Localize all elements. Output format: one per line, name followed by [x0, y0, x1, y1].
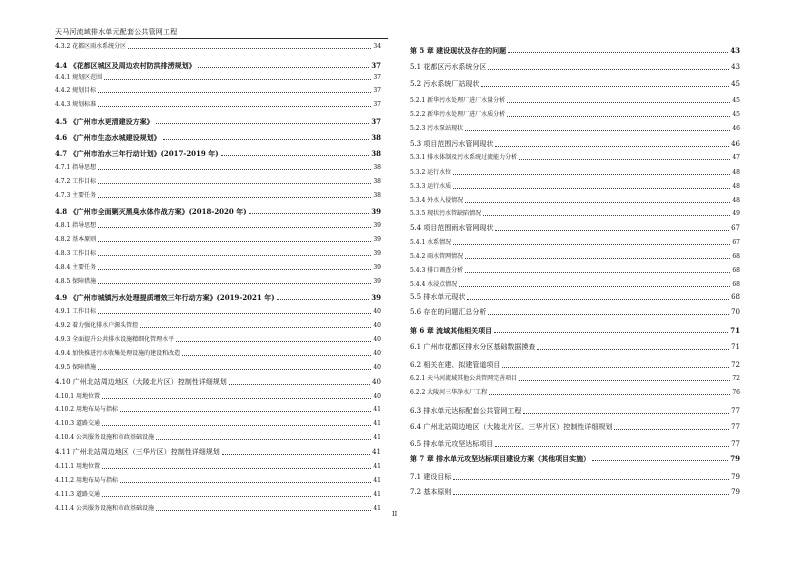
toc-entry[interactable] [55, 193, 381, 199]
toc-entry-page: 45 [731, 80, 740, 88]
toc-entry-title: 4.9.3 全面提升公共排水设施精细化管理水平 [55, 336, 175, 343]
toc-entry-page: 38 [373, 178, 381, 185]
dot-leader [102, 468, 371, 469]
dot-leader [488, 314, 729, 315]
toc-entry-title: 7.2 基本原则 [410, 488, 452, 496]
toc-entry[interactable] [410, 282, 740, 288]
toc-entry-title: 4.9.4 加快推进污水收集处理设施的建设和改造 [55, 350, 181, 357]
toc-entry-page: 40 [373, 322, 381, 329]
dot-leader [494, 332, 728, 333]
toc-entry-page: 39 [373, 264, 381, 271]
toc-entry[interactable] [55, 421, 381, 427]
dot-leader [465, 272, 730, 273]
toc-entry-title: 4.8.1 指导思想 [55, 222, 97, 229]
toc-entry[interactable] [55, 179, 381, 185]
toc-entry-page: 45 [732, 111, 740, 118]
toc-entry-title: 6.4 广州北站周边地区（大陵北片区、三华片区）控制性详细规划 [410, 423, 613, 431]
toc-entry[interactable] [410, 184, 740, 190]
dot-leader [102, 425, 371, 426]
toc-entry[interactable] [55, 394, 381, 400]
toc-entry-title: 4.11.1 用地位置 [55, 463, 100, 470]
toc-entry[interactable] [55, 294, 381, 301]
toc-entry-page: 72 [732, 375, 740, 382]
toc-entry-title: 4.10.2 用地布局与指标 [55, 406, 118, 413]
toc-entry-page: 68 [731, 293, 740, 301]
toc-entry[interactable] [410, 240, 740, 246]
toc-entry-title: 4.8.2 基本原则 [55, 236, 97, 243]
toc-entry-page: 48 [732, 197, 740, 204]
toc-entry-page: 49 [732, 210, 740, 217]
toc-entry-page: 39 [371, 207, 381, 216]
toc-entry[interactable] [410, 344, 740, 351]
toc-entry-page: 71 [730, 326, 740, 335]
toc-entry-page: 41 [373, 505, 381, 512]
toc-entry-title: 4.7.2 工作目标 [55, 178, 97, 185]
dot-leader [128, 48, 371, 49]
toc-entry-page: 67 [732, 239, 740, 246]
toc-entry-title: 4.11.4 公共服务设施和市政基础设施 [55, 505, 154, 512]
toc-entry[interactable] [55, 449, 381, 456]
toc-entry-title: 4.10.3 道路交通 [55, 420, 100, 427]
dot-leader [465, 202, 730, 203]
toc-entry-page: 43 [730, 46, 740, 55]
dot-leader [156, 510, 371, 511]
toc-entry[interactable] [55, 251, 381, 257]
dot-leader [156, 123, 370, 124]
toc-entry-page: 39 [373, 250, 381, 257]
toc-entry[interactable] [55, 435, 381, 441]
toc-entry[interactable] [410, 362, 740, 369]
toc-entry-page: 40 [373, 350, 381, 357]
toc-entry[interactable] [55, 237, 381, 243]
toc-entry[interactable] [55, 118, 381, 125]
toc-entry-title: 4.7.3 主要任务 [55, 192, 97, 199]
toc-entry[interactable] [55, 62, 381, 69]
toc-entry[interactable] [55, 478, 381, 484]
toc-entry-title: 7.1 建设目标 [410, 473, 452, 481]
toc-entry[interactable] [410, 254, 740, 260]
dot-leader [102, 496, 371, 497]
toc-entry-title: 第 5 章 建设现状及存在的问题 [410, 46, 507, 55]
dot-leader [453, 244, 730, 245]
toc-entry-page: 40 [373, 336, 381, 343]
toc-entry-page: 38 [373, 164, 381, 171]
toc-entry-title: 4.10 广州北站周边地区（大陵北片区）控制性详细规划 [55, 378, 227, 386]
dot-leader [502, 367, 729, 368]
toc-entry-page: 38 [371, 133, 381, 142]
dot-leader [198, 67, 370, 68]
toc-entry-title: 5.4.3 排口调查分析 [410, 267, 464, 274]
toc-entry[interactable] [410, 170, 740, 176]
toc-entry-page: 37 [371, 117, 381, 126]
toc-entry-page: 68 [732, 281, 740, 288]
toc-entry[interactable] [55, 365, 381, 371]
toc-entry-title: 4.10.1 用地位置 [55, 393, 100, 400]
dot-leader [277, 299, 370, 300]
toc-entry-page: 39 [373, 222, 381, 229]
toc-entry-page: 38 [371, 149, 381, 158]
toc-entry-title: 第 6 章 流域其他相关项目 [410, 326, 493, 335]
toc-entry-title: 5.3 项目范围污水管网现状 [410, 140, 494, 148]
dot-leader [465, 130, 730, 131]
toc-entry-page: 41 [373, 420, 381, 427]
toc-entry-page: 40 [373, 364, 381, 371]
toc-entry[interactable] [410, 225, 740, 232]
toc-entry-title: 5.4.2 雨水管网情况 [410, 253, 464, 260]
toc-entry[interactable] [410, 211, 740, 217]
toc-entry[interactable] [410, 327, 740, 334]
toc-entry[interactable] [55, 75, 381, 81]
toc-entry[interactable] [410, 309, 740, 316]
dot-leader [453, 174, 730, 175]
dot-leader [140, 327, 371, 328]
dot-leader [507, 102, 730, 103]
dot-leader [229, 384, 370, 385]
dot-leader [453, 188, 730, 189]
toc-entry[interactable] [55, 150, 381, 157]
toc-entry-page: 79 [730, 454, 740, 463]
dot-leader [98, 169, 371, 170]
dot-leader [467, 299, 729, 300]
toc-entry-title: 4.9.1 工作目标 [55, 308, 97, 315]
toc-entry-title: 5.3.5 现状污水管缺陷情况 [410, 210, 482, 217]
toc-entry[interactable] [55, 506, 381, 512]
toc-entry-page: 43 [731, 63, 740, 71]
toc-entry-title: 5.1 花都区污水系统分区 [410, 63, 487, 71]
dot-leader [453, 494, 729, 495]
dot-leader [98, 227, 371, 228]
toc-entry-page: 67 [731, 224, 740, 232]
toc-entry-title: 4.8 《广州市全面剿灭黑臭水体作战方案》(2018-2020 年) [55, 207, 247, 216]
toc-entry-title: 4.5 《广州市水更清建设方案》 [55, 117, 154, 126]
dot-leader [483, 215, 730, 216]
toc-entry[interactable] [410, 408, 740, 415]
toc-entry[interactable] [55, 337, 381, 343]
dot-leader [98, 106, 371, 107]
toc-entry[interactable] [410, 376, 740, 382]
toc-entry[interactable] [55, 492, 381, 498]
toc-entry-page: 40 [373, 393, 381, 400]
dot-leader [489, 394, 730, 395]
toc-entry-title: 5.5 排水单元现状 [410, 293, 466, 301]
toc-entry-page: 37 [373, 74, 381, 81]
toc-entry-title: 4.9 《广州市城镇污水处理提质增效三年行动方案》(2019-2021 年) [55, 293, 275, 302]
toc-entry-title: 5.2.2 新华污水处理厂进厂水质分析 [410, 111, 506, 118]
toc-entry-page: 34 [373, 43, 381, 50]
toc-entry-title: 4.7 《广州市治水三年行动计划》(2017-2019 年) [55, 149, 219, 158]
toc-entry-page: 79 [731, 488, 740, 496]
toc-entry[interactable] [55, 102, 381, 108]
toc-entry[interactable] [55, 223, 381, 229]
toc-entry-page: 39 [373, 278, 381, 285]
toc-entry[interactable] [410, 294, 740, 301]
toc-entry-title: 5.3.1 排水体制及污水系统过流能力分析 [410, 154, 518, 161]
toc-entry-title: 5.3.2 运行水位 [410, 169, 452, 176]
toc-entry-title: 5.3.4 外水入侵情况 [410, 197, 464, 204]
toc-entry[interactable] [55, 88, 381, 94]
dot-leader [519, 380, 730, 381]
toc-entry-page: 48 [732, 183, 740, 190]
toc-entry-title: 第 7 章 排水单元攻坚达标项目建设方案（其他项目实施） [410, 454, 591, 463]
toc-entry-page: 47 [732, 154, 740, 161]
toc-entry-page: 77 [731, 407, 740, 415]
dot-leader [182, 355, 371, 356]
toc-entry-title: 4.11.2 用地布局与指标 [55, 477, 118, 484]
toc-entry-page: 70 [731, 308, 740, 316]
toc-entry[interactable] [55, 323, 381, 329]
toc-entry-page: 40 [373, 308, 381, 315]
header-rule [55, 38, 388, 39]
toc-entry[interactable] [410, 390, 740, 396]
dot-leader [120, 482, 371, 483]
dot-leader [537, 349, 729, 350]
toc-entry[interactable] [410, 424, 740, 431]
toc-entry-page: 39 [373, 236, 381, 243]
dot-leader [614, 429, 729, 430]
dot-leader [488, 69, 729, 70]
toc-entry-page: 37 [371, 61, 381, 70]
toc-entry[interactable] [410, 64, 740, 71]
toc-entry[interactable] [55, 351, 381, 357]
toc-entry-page: 41 [373, 463, 381, 470]
document-header: 天马河流域排水单元配套公共管网工程 [55, 28, 178, 36]
toc-entry-title: 4.4.2 规划目标 [55, 87, 97, 94]
toc-entry-title: 4.4.1 规划区范围 [55, 74, 103, 81]
dot-leader [519, 159, 730, 160]
toc-entry[interactable] [410, 268, 740, 274]
dot-leader [102, 398, 371, 399]
toc-entry[interactable] [55, 165, 381, 171]
toc-entry-page: 37 [373, 87, 381, 94]
toc-entry-page: 41 [373, 491, 381, 498]
toc-entry[interactable] [410, 112, 740, 118]
toc-entry-page: 41 [373, 406, 381, 413]
toc-entry-page: 68 [732, 267, 740, 274]
toc-entry[interactable] [55, 279, 381, 285]
toc-entry-title: 4.8.4 主要任务 [55, 264, 97, 271]
toc-entry-page: 45 [732, 97, 740, 104]
toc-entry-title: 5.6 存在的问题汇总分析 [410, 308, 487, 316]
toc-entry-page: 38 [373, 192, 381, 199]
toc-entry-page: 37 [373, 101, 381, 108]
dot-leader [495, 446, 729, 447]
toc-entry[interactable] [410, 455, 740, 462]
dot-leader [523, 413, 729, 414]
toc-entry-title: 6.5 排水单元攻坚达标项目 [410, 440, 494, 448]
toc-entry-page: 79 [731, 473, 740, 481]
toc-entry[interactable] [55, 309, 381, 315]
page-number: II [392, 510, 398, 518]
toc-entry[interactable] [410, 141, 740, 148]
toc-entry-page: 40 [372, 378, 381, 386]
toc-entry[interactable] [410, 81, 740, 88]
dot-leader [222, 454, 370, 455]
toc-entry-page: 39 [371, 293, 381, 302]
toc-entry-page: 48 [732, 169, 740, 176]
toc-entry-page: 46 [731, 140, 740, 148]
dot-leader [120, 411, 371, 412]
dot-leader [495, 146, 729, 147]
toc-entry-title: 5.4.1 水系情况 [410, 239, 452, 246]
toc-entry[interactable] [55, 134, 381, 141]
toc-entry[interactable] [55, 464, 381, 470]
dot-leader [465, 258, 730, 259]
dot-leader [104, 79, 371, 80]
toc-entry-title: 5.2.1 新华污水处理厂进厂水量分析 [410, 97, 506, 104]
dot-leader [98, 92, 371, 93]
toc-entry-title: 4.11 广州北站周边地区（三华片区）控制性详细规划 [55, 448, 220, 456]
dot-leader [98, 313, 371, 314]
toc-entry[interactable] [410, 155, 740, 161]
toc-entry-page: 41 [373, 477, 381, 484]
toc-entry-title: 4.9.2 着力强化排水户源头管控 [55, 322, 139, 329]
toc-entry-title: 6.2.2 大陵河三华净水厂工程 [410, 389, 488, 396]
toc-entry[interactable] [55, 379, 381, 386]
dot-leader [507, 116, 730, 117]
dot-leader [163, 139, 370, 140]
dot-leader [495, 230, 729, 231]
dot-leader [508, 52, 728, 53]
toc-entry-title: 6.1 广州市花都区排水分区基础数据摸查 [410, 343, 536, 351]
toc-entry-title: 5.2 污水系统厂站现状 [410, 80, 480, 88]
toc-entry-title: 6.2.1 天马河流域其他公共管网完善项目 [410, 375, 518, 382]
toc-entry-title: 4.4.3 规划标准 [55, 101, 97, 108]
toc-entry-page: 68 [732, 253, 740, 260]
toc-entry[interactable] [410, 489, 740, 496]
toc-entry-page: 41 [373, 434, 381, 441]
dot-leader [249, 213, 370, 214]
dot-leader [481, 86, 729, 87]
toc-entry[interactable] [55, 265, 381, 271]
toc-entry-title: 5.4 项目范围雨水管网现状 [410, 224, 494, 232]
dot-leader [221, 155, 370, 156]
toc-entry-title: 4.4 《花都区城区及周边农村防洪排涝规划》 [55, 61, 196, 70]
toc-entry-title: 5.2.3 污水泵站现状 [410, 125, 464, 132]
dot-leader [98, 369, 371, 370]
toc-entry[interactable] [410, 474, 740, 481]
toc-entry[interactable] [55, 407, 381, 413]
toc-entry-title: 6.3 排水单元达标配套公共管网工程 [410, 407, 522, 415]
toc-entry-title: 4.7.1 指导思想 [55, 164, 97, 171]
toc-entry-title: 4.8.3 工作目标 [55, 250, 97, 257]
toc-entry-page: 41 [372, 448, 381, 456]
toc-entry[interactable] [410, 126, 740, 132]
toc-entry-page: 77 [731, 440, 740, 448]
toc-entry-title: 4.8.5 保障措施 [55, 278, 97, 285]
toc-entry-title: 5.4.4 水浸点情况 [410, 281, 458, 288]
toc-entry-page: 71 [731, 343, 740, 351]
toc-entry-title: 4.10.4 公共服务设施和市政基础设施 [55, 434, 154, 441]
toc-entry[interactable] [410, 198, 740, 204]
dot-leader [459, 286, 730, 287]
toc-entry-title: 4.3.2 花都区雨水系统分区 [55, 43, 127, 50]
toc-entry-title: 5.3.3 运行水质 [410, 183, 452, 190]
dot-leader [592, 460, 728, 461]
dot-leader [98, 255, 371, 256]
toc-entry-title: 4.11.3 道路交通 [55, 491, 100, 498]
dot-leader [156, 439, 371, 440]
toc-entry[interactable] [55, 44, 381, 50]
toc-entry-page: 72 [731, 361, 740, 369]
toc-entry-title: 6.2 相关在建、拟建管道项目 [410, 361, 501, 369]
toc-entry-page: 77 [731, 423, 740, 431]
toc-entry-page: 76 [732, 389, 740, 396]
toc-entry[interactable] [55, 208, 381, 215]
dot-leader [453, 479, 729, 480]
toc-entry-title: 4.9.5 保障措施 [55, 364, 97, 371]
dot-leader [98, 283, 371, 284]
toc-entry[interactable] [410, 98, 740, 104]
toc-entry-page: 46 [732, 125, 740, 132]
dot-leader [98, 197, 371, 198]
dot-leader [98, 241, 371, 242]
dot-leader [98, 269, 371, 270]
dot-leader [176, 341, 371, 342]
dot-leader [98, 183, 371, 184]
toc-entry[interactable] [410, 47, 740, 54]
toc-entry[interactable] [410, 441, 740, 448]
toc-entry-title: 4.6 《广州市生态水城建设规划》 [55, 133, 161, 142]
